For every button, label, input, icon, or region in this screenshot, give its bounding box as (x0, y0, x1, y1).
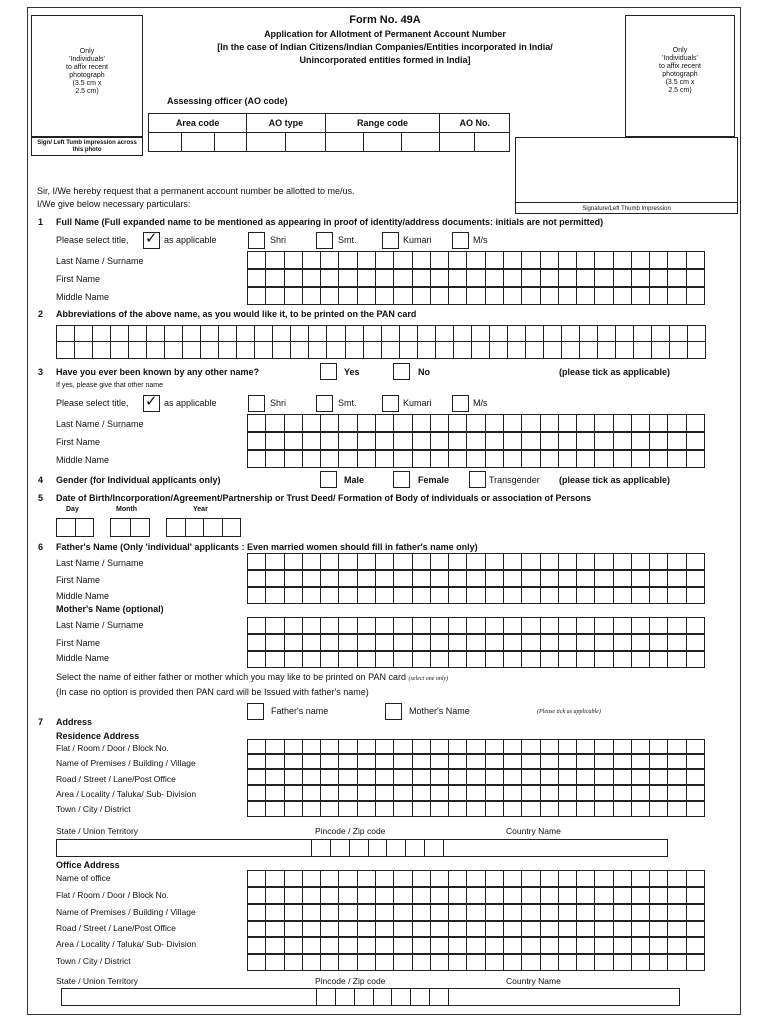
section-1-title: Full Name (Full expanded name to be mentioned as appearing in proof of identity/address documents: initials are not permitted) (56, 217, 604, 227)
ao-cell[interactable] (475, 133, 510, 152)
s3-checkbox-ms[interactable] (452, 395, 469, 412)
s1-field-label: First Name (56, 274, 101, 284)
s3-lastname-boxes[interactable] (247, 414, 705, 432)
s6-mother-lastname-boxes[interactable] (247, 617, 705, 634)
s3-title-prompt-b: as applicable (164, 398, 217, 408)
s3-checkbox-kumari[interactable] (382, 395, 399, 412)
s6-label-father: Father's name (271, 706, 329, 716)
photo-box-right[interactable] (625, 15, 735, 137)
s5-year-boxes[interactable] (166, 518, 241, 537)
sign-caption-left: Sign/ Left Tumb impression across this photo (37, 140, 137, 153)
section-2-title: Abbreviations of the above name, as you would like it, to be printed on the PAN card (56, 309, 417, 319)
s3-label-ms: M/s (473, 398, 488, 408)
section-6-title: Father's Name (Only 'individual' applicants : Even married women should fill in father's name only) (56, 542, 478, 552)
section-3-number: 3 (38, 367, 44, 377)
s7-off-name-boxes[interactable] (247, 870, 705, 887)
s1-field-label: Last Name / Surname (56, 256, 144, 266)
s6-father-middlename-boxes[interactable] (247, 587, 705, 604)
s1-firstname-boxes[interactable] (247, 269, 705, 287)
s3-field-label: Middle Name (56, 455, 110, 465)
s7-residence-title: Residence Address (56, 731, 140, 741)
s4-label-female: Female (418, 475, 450, 485)
header-line1: Application for Allotment of Permanent Account Number (264, 29, 506, 39)
s1-title-prompt-b: as applicable (164, 235, 217, 245)
s3-checkbox-shri[interactable] (248, 395, 265, 412)
ao-col-range-code: Range code (325, 114, 440, 133)
section-4-number: 4 (38, 475, 44, 485)
s4-note: (please tick as applicable) (559, 475, 671, 485)
s6-opt-note: (Please tick as applicable) (537, 709, 601, 715)
s7-res-label: Flat / Room / Door / Block No. (56, 743, 169, 753)
photo-box-left[interactable] (31, 15, 143, 137)
ao-label: Assessing officer (AO code) (167, 96, 288, 106)
s3-label-smt: Smt. (338, 398, 357, 408)
header-line3: Unincorporated entities formed in India] (299, 55, 471, 65)
s6-field-label: First Name (56, 575, 101, 585)
s7-off-premises-boxes[interactable] (247, 904, 705, 921)
s1-checkbox-ms[interactable] (452, 232, 469, 249)
s6-mother-field-label: Last Name / Surname (56, 620, 144, 630)
s7-off-label: Area / Locality / Taluka/ Sub- Division (56, 939, 197, 949)
s1-field-label: Middle Name (56, 292, 110, 302)
s7-res-premises-boxes[interactable] (247, 754, 705, 769)
s6-label-mother: Mother's Name (409, 706, 470, 716)
s3-note: (please tick as applicable) (559, 367, 671, 377)
s6-field-label: Middle Name (56, 591, 110, 601)
section-3-title: Have you ever been known by any other name? (56, 367, 260, 377)
section-4-title: Gender (for Individual applicants only) (56, 475, 221, 485)
s7-off-road-boxes[interactable] (247, 921, 705, 937)
s3-firstname-boxes[interactable] (247, 432, 705, 450)
s7-country-label: Country Name (506, 826, 561, 836)
s3-label-shri: Shri (270, 398, 287, 408)
s3-sub: If yes, please give that other name (56, 382, 164, 389)
s3-checkbox-yes[interactable] (320, 363, 337, 380)
section-2-number: 2 (38, 309, 44, 319)
s1-label-kumari: Kumari (403, 235, 432, 245)
section-6-number: 6 (38, 542, 44, 552)
s6-father-firstname-boxes[interactable] (247, 570, 705, 587)
s1-checkbox-smt[interactable] (316, 232, 333, 249)
s4-label-transgender: Transgender (489, 475, 540, 485)
s7-res-label: Town / City / District (56, 804, 131, 814)
s7-office-pincode-boxes[interactable] (316, 988, 449, 1006)
s7-off-label: Name of office (56, 873, 111, 883)
s3-title-prompt: Please select title, (56, 398, 129, 408)
s6-select-small: (select one only) (408, 676, 449, 682)
s7-off-label: Town / City / District (56, 956, 131, 966)
s7-res-flat-boxes[interactable] (247, 739, 705, 754)
form-number: Form No. 49A (349, 14, 421, 26)
s1-label-shri: Shri (270, 235, 287, 245)
s4-checkbox-transgender[interactable] (469, 471, 486, 488)
s6-select-line: Select the name of either father or mother which you may like to be printed on PAN card (select one only) (56, 672, 449, 682)
s6-default-line: (In case no option is provided then PAN card will be Issued with father's name) (56, 687, 369, 697)
s7-off-label: Flat / Room / Door / Block No. (56, 890, 169, 900)
s7-res-town-boxes[interactable] (247, 801, 705, 817)
s6-checkbox-father[interactable] (247, 703, 264, 720)
sign-caption-box-left (31, 137, 143, 156)
s7-office-title: Office Address (56, 860, 120, 870)
s3-field-label: First Name (56, 437, 101, 447)
s6-father-lastname-boxes[interactable] (247, 553, 705, 570)
s7-res-road-boxes[interactable] (247, 769, 705, 785)
s4-label-male: Male (344, 475, 365, 485)
s4-checkbox-female[interactable] (393, 471, 410, 488)
s5-day-boxes[interactable] (56, 518, 94, 537)
signature-box-right[interactable] (515, 137, 738, 214)
s7-country2-label: Country Name (506, 976, 561, 986)
section-5-title: Date of Birth/Incorporation/Agreement/Partnership or Trust Deed/ Formation of Body of individuals or association of Persons (56, 493, 592, 503)
s1-lastname-boxes[interactable] (247, 251, 705, 269)
ao-cell[interactable] (440, 133, 475, 152)
tick-sample-box: ✓ (143, 395, 160, 412)
ao-col-ao-no: AO No. (440, 114, 510, 133)
s7-res-label: Area / Locality / Taluka/ Sub- Division (56, 789, 197, 799)
s3-checkbox-no[interactable] (393, 363, 410, 380)
s5-month-label: Month (116, 506, 137, 513)
s7-pincode-label: Pincode / Zip code (315, 826, 386, 836)
s1-middlename-boxes[interactable] (247, 287, 705, 305)
section-5-number: 5 (38, 493, 44, 503)
ao-cell[interactable] (149, 133, 182, 152)
s7-state-label: State / Union Territory (56, 826, 139, 836)
ao-cell[interactable] (402, 133, 440, 152)
s7-off-flat-boxes[interactable] (247, 887, 705, 904)
s6-mother-field-label: Middle Name (56, 653, 110, 663)
s7-off-town-boxes[interactable] (247, 954, 705, 971)
s5-month-boxes[interactable] (110, 518, 150, 537)
s1-label-smt: Smt. (338, 235, 357, 245)
s7-pincode-boxes[interactable] (311, 839, 444, 857)
s4-checkbox-male[interactable] (320, 471, 337, 488)
s5-year-label: Year (193, 506, 208, 513)
s6-mother-firstname-boxes[interactable] (247, 634, 705, 651)
ao-col-area-code: Area code (149, 114, 247, 133)
ao-cell[interactable] (181, 133, 214, 152)
ao-cell[interactable] (363, 133, 401, 152)
s2-abbrev-row2[interactable] (56, 342, 706, 359)
photo-instructions-left: Only 'Individuals' to affix recent photograph (3.5 cm x 2.5 cm) (66, 48, 108, 95)
s3-middlename-boxes[interactable] (247, 450, 705, 468)
s6-field-label: Last Name / Surname (56, 558, 144, 568)
ao-code-table (148, 113, 510, 152)
s7-res-label: Road / Street / Lane/Post Office (56, 774, 176, 784)
s6-mother-title: Mother's Name (optional) (56, 604, 164, 614)
ao-cell[interactable] (325, 133, 363, 152)
s5-day-label: Day (66, 506, 79, 513)
ao-cell[interactable] (286, 133, 325, 152)
ao-cell[interactable] (247, 133, 286, 152)
s3-label-yes: Yes (344, 367, 360, 377)
signature-caption-right: Signature/Left Thumb Impression (582, 206, 671, 212)
section-1-number: 1 (38, 217, 44, 227)
s7-pincode2-label: Pincode / Zip code (315, 976, 386, 986)
s7-off-label: Name of Premises / Building / Village (56, 907, 196, 917)
intro-line2: I/We give below necessary particulars: (37, 199, 191, 209)
s1-label-ms: M/s (473, 235, 488, 245)
header-line2: [In the case of Indian Citizens/Indian Companies/Entities incorporated in India/ (217, 42, 553, 52)
s6-checkbox-mother[interactable] (385, 703, 402, 720)
s6-mother-middlename-boxes[interactable] (247, 651, 705, 668)
s3-field-label: Last Name / Surname (56, 419, 144, 429)
s7-off-label: Road / Street / Lane/Post Office (56, 923, 176, 933)
s6-mother-field-label: First Name (56, 638, 101, 648)
ao-col-ao-type: AO type (247, 114, 325, 133)
s3-label-kumari: Kumari (403, 398, 432, 408)
s7-off-area-boxes[interactable] (247, 937, 705, 954)
s2-abbrev-row1[interactable] (56, 325, 706, 342)
s1-checkbox-shri[interactable] (248, 232, 265, 249)
s7-res-label: Name of Premises / Building / Village (56, 758, 196, 768)
intro-line1: Sir, I/We hereby request that a permanent account number be allotted to me/us. (37, 186, 355, 196)
photo-instructions-right: Only 'Individuals' to affix recent photograph (3.5 cm x 2.5 cm) (659, 47, 701, 94)
s7-state2-label: State / Union Territory (56, 976, 139, 986)
s7-res-area-boxes[interactable] (247, 785, 705, 801)
section-7-number: 7 (38, 717, 44, 727)
tick-sample-box: ✓ (143, 232, 160, 249)
s1-checkbox-kumari[interactable] (382, 232, 399, 249)
s3-checkbox-smt[interactable] (316, 395, 333, 412)
s1-title-prompt: Please select title, (56, 235, 129, 245)
ao-cell[interactable] (214, 133, 247, 152)
s3-label-no: No (418, 367, 430, 377)
section-7-title: Address (56, 717, 93, 727)
